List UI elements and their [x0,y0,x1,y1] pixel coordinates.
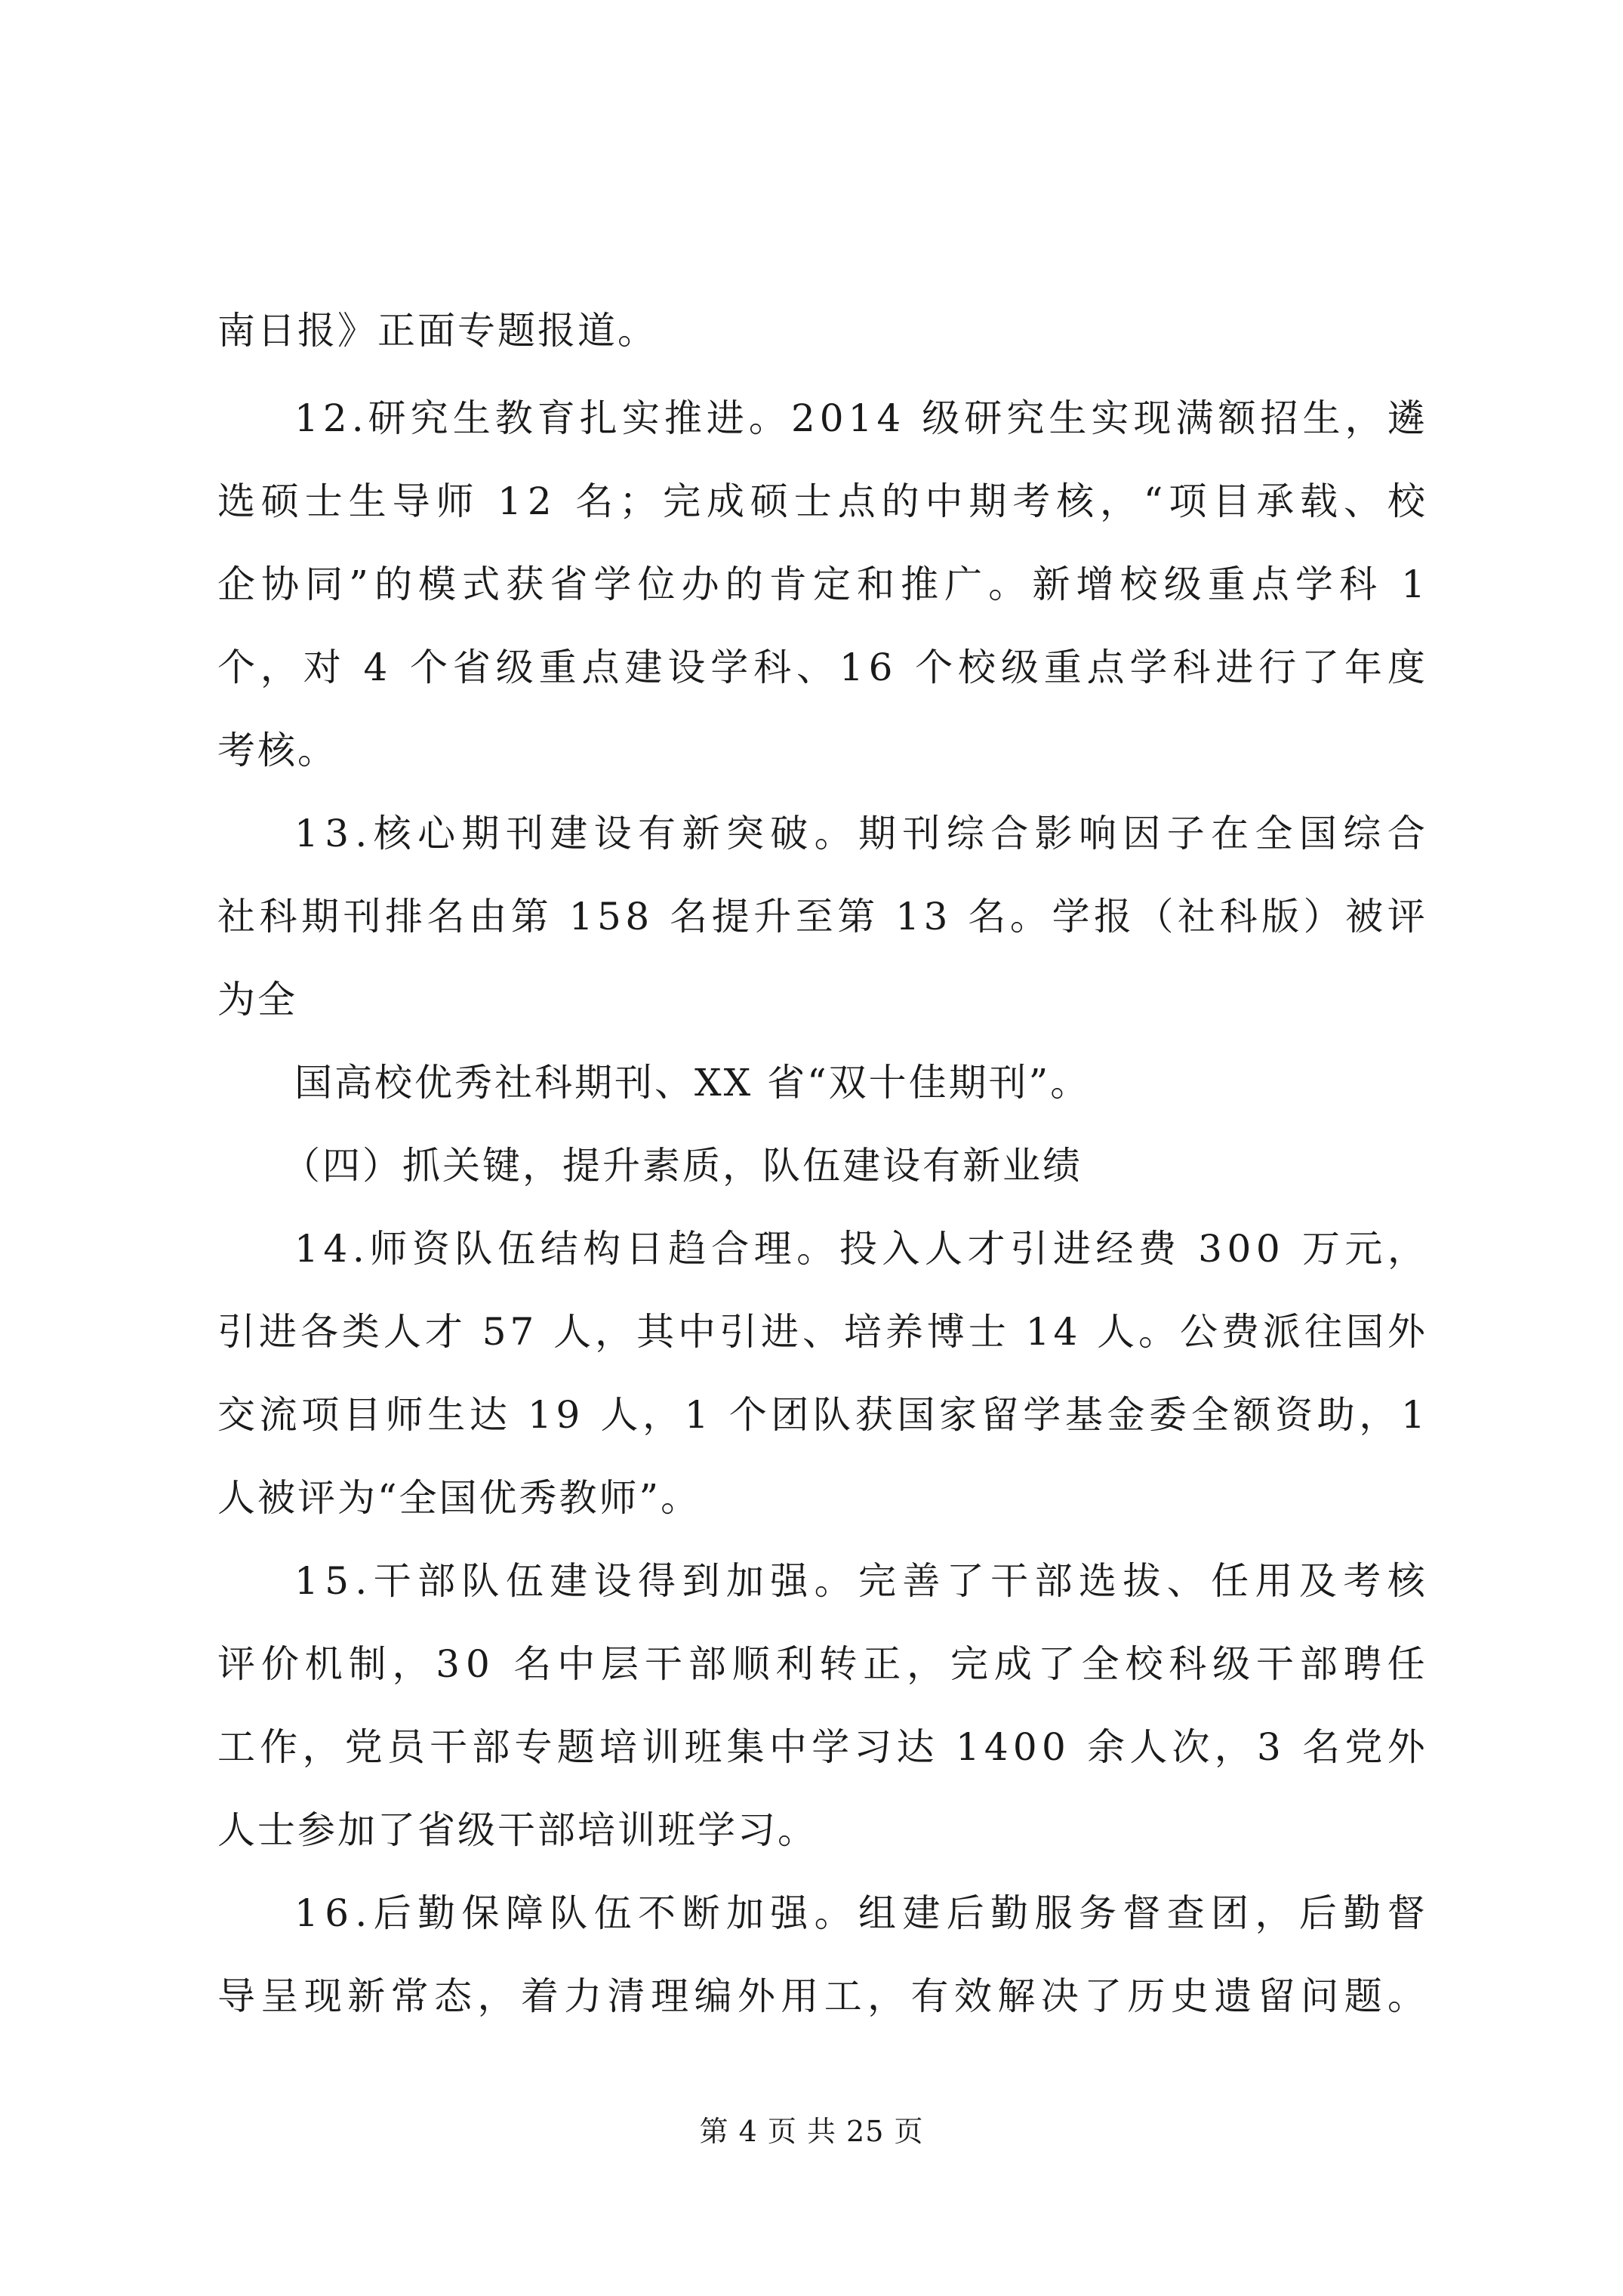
text-line-14: 交 流 项 目 师 生 达 1 9 人 ， 1 个 团 队 获 国 家 留 学 基 金 委 全 额 资 助 ， 1 [217,1393,1425,1437]
text-line-4: 企 协 同 ” 的 模 式 获 省 学 位 办 的 肯 定 和 推 广 。 新 增 校 级 重 点 学 科 1 [217,562,1425,606]
text-line-1: 南日报》正面专题报道。 [217,309,658,353]
text-line-13: 引 进 各 类 人 才 5 7 人 ， 其 中 引 进 、 培 养 博 士 1 4 人 。 公 费 派 往 国 外 [217,1310,1425,1354]
page-footer: 第 4 页 共 25 页 [699,2115,924,2148]
text-line-9: 为全 [217,978,297,1022]
text-line-10: 国高校优秀社科期刊、XX 省“双十佳期刊”。 [294,1061,1091,1105]
text-line-18: 工 作 ， 党 员 干 部 专 题 培 训 班 集 中 学 习 达 1 4 0 0 余 人 次 ， 3 名 党 外 [217,1725,1425,1769]
text-line-21: 导 呈 现 新 常 态 ， 着 力 清 理 编 外 用 工 ， 有 效 解 决 了 历 史 遗 留 问 题 。 [217,1974,1425,2018]
text-line-8: 社 科 期 刊 排 名 由 第 1 5 8 名 提 升 至 第 1 3 名 。 学 报 （ 社 科 版 ） 被 评 [217,895,1425,938]
text-line-5: 个 ， 对 4 个 省 级 重 点 建 设 学 科 、 1 6 个 校 级 重 点 学 科 进 行 了 年 度 [217,646,1425,689]
text-line-15: 人被评为“全国优秀教师”。 [217,1476,701,1520]
section-heading: （四）抓关键，提升素质，队伍建设有新业绩 [282,1144,1083,1188]
text-line-3: 选 硕 士 生 导 师 1 2 名 ； 完 成 硕 士 点 的 中 期 考 核 ， “ 项 目 承 载 、 校 [217,479,1425,523]
text-line-20: 1 6 . 后 勤 保 障 队 伍 不 断 加 强 。 组 建 后 勤 服 务 督 查 团 ， 后 勤 督 [294,1891,1425,1935]
text-line-12: 1 4 . 师 资 队 伍 结 构 日 趋 合 理 。 投 入 人 才 引 进 经 费 3 0 0 万 元 ， [294,1227,1425,1271]
text-line-7: 1 3 . 核 心 期 刊 建 设 有 新 突 破 。 期 刊 综 合 影 响 因 子 在 全 国 综 合 [294,812,1425,855]
text-line-19: 人士参加了省级干部培训班学习。 [217,1808,818,1852]
text-line-6: 考核。 [217,729,337,772]
text-line-16: 1 5 . 干 部 队 伍 建 设 得 到 加 强 。 完 善 了 干 部 选 拔 、 任 用 及 考 核 [294,1559,1425,1603]
text-line-2: 1 2 . 研 究 生 教 育 扎 实 推 进 。 2 0 1 4 级 研 究 生 实 现 满 额 招 生 ， 遴 [294,396,1425,440]
text-line-17: 评 价 机 制 ， 3 0 名 中 层 干 部 顺 利 转 正 ， 完 成 了 全 校 科 级 干 部 聘 任 [217,1642,1425,1686]
